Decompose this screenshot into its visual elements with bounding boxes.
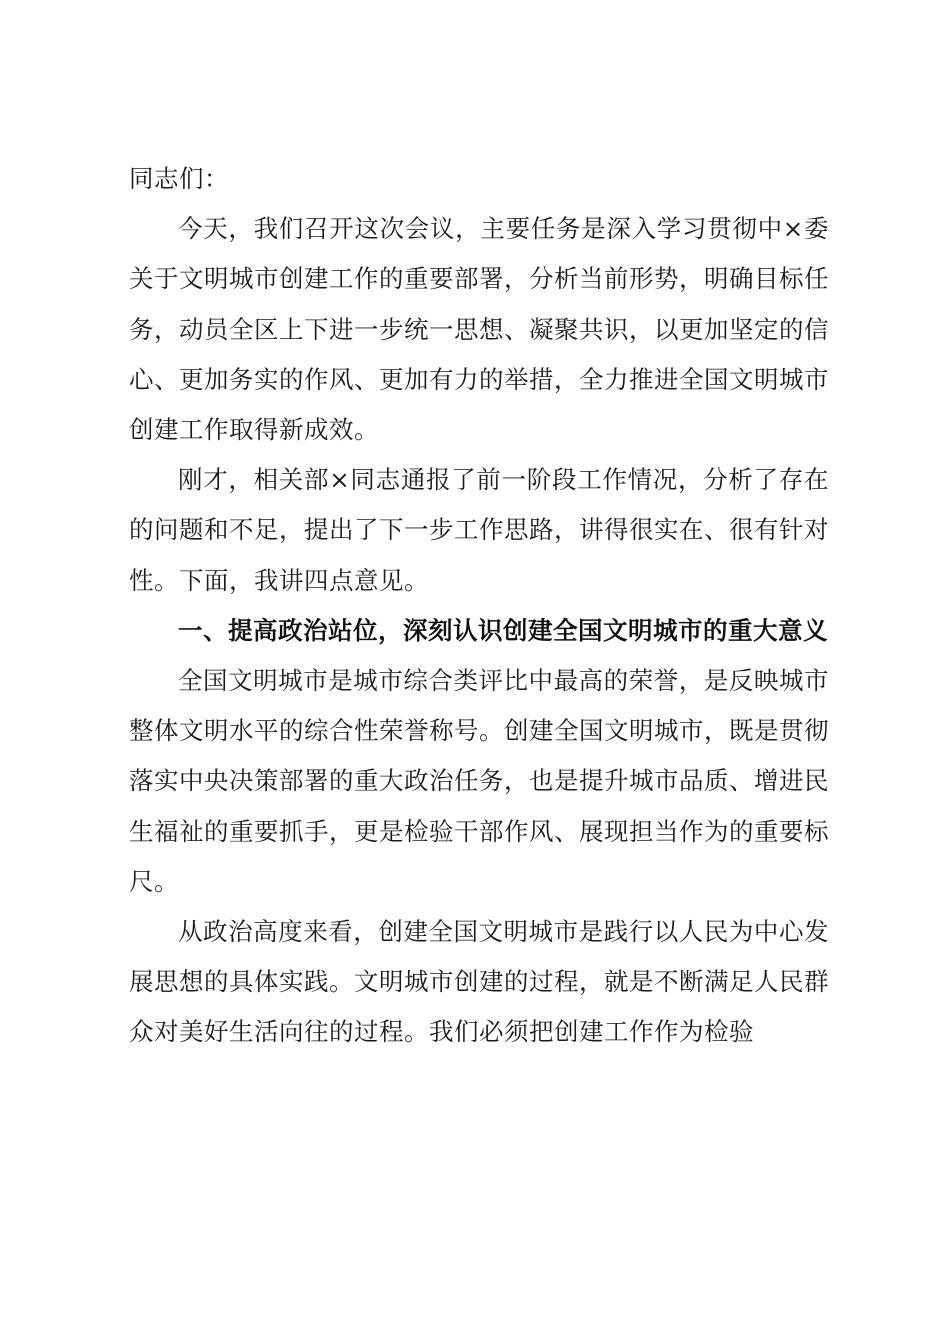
paragraph-significance: 全国文明城市是城市综合类评比中最高的荣誉，是反映城市整体文明水平的综合性荣誉称号。创建全国文明城市，既是贯彻落实中央决策部署的重大政治任务，也是提升城市品质、增进民生福祉的重要抓手，更是检验干部作风、展现担当作为的重要标尺。 <box>129 666 829 896</box>
salutation: 同志们： <box>129 164 229 193</box>
document-body <box>129 154 829 1058</box>
paragraph-briefing: 刚才，相关部×同志通报了前一阶段工作情况，分析了存在的问题和不足，提出了下一步工作思路，讲得很实在、很有针对性。下面，我讲四点意见。 <box>129 465 829 595</box>
section-heading-1: 一、提高政治站位，深刻认识创建全国文明城市的重大意义 <box>178 615 828 645</box>
paragraph-political-height: 从政治高度来看，创建全国文明城市是践行以人民为中心发展思想的具体实践。文明城市创建的过程，就是不断满足人民群众对美好生活向往的过程。我们必须把创建工作作为检验 <box>129 917 829 1047</box>
paragraph-opening: 今天，我们召开这次会议，主要任务是深入学习贯彻中×委关于文明城市创建工作的重要部署，分析当前形势，明确目标任务，动员全区上下进一步统一思想、凝聚共识，以更加坚定的信心、更加务实的作风、更加有力的举措，全力推进全国文明城市创建工作取得新成效。 <box>129 214 829 445</box>
